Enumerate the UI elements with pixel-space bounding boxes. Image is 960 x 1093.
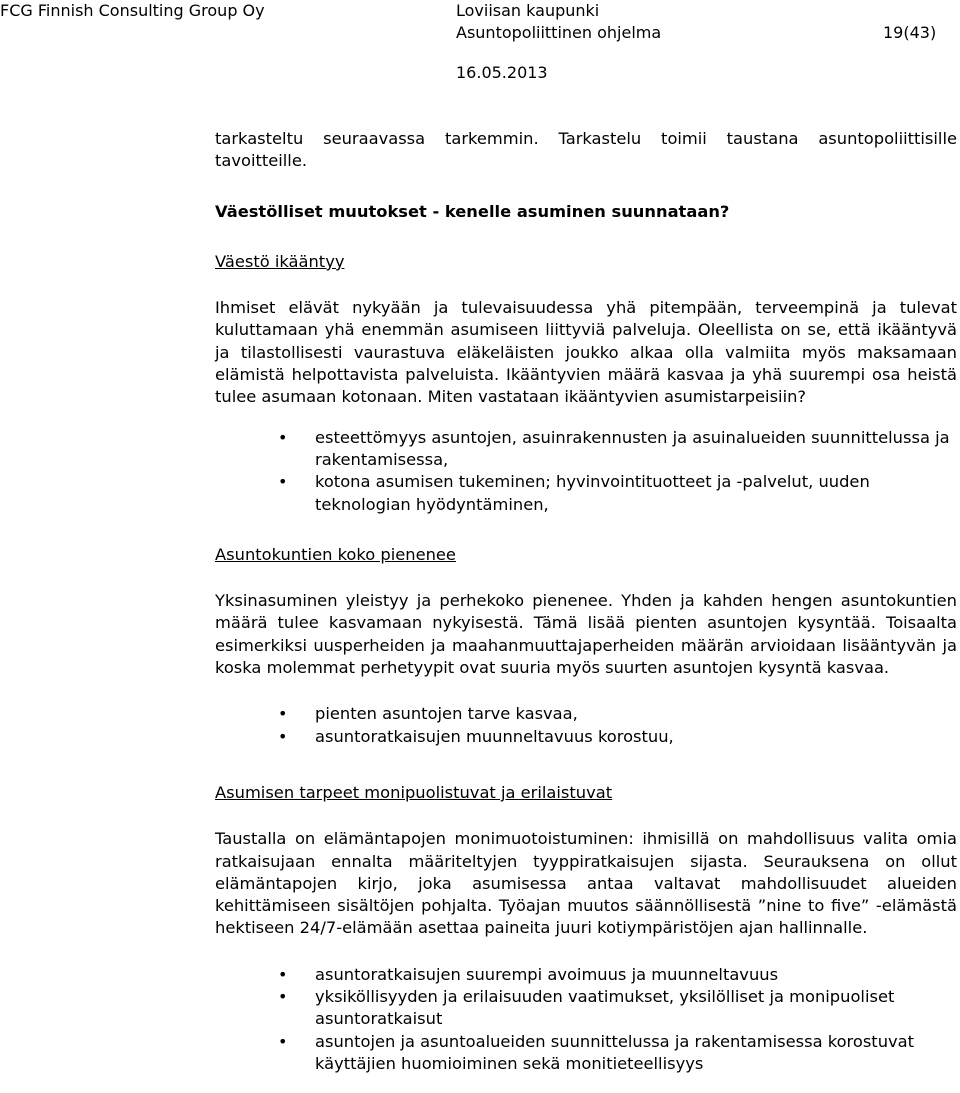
s2-bullet-list xyxy=(215,703,957,748)
header-client: Loviisan kaupunki xyxy=(456,1,600,20)
header-company: FCG Finnish Consulting Group Oy xyxy=(0,1,265,20)
s1-bullet-list xyxy=(215,427,957,516)
s1-heading xyxy=(215,251,957,273)
list-item: • yksiköllisyyden ja erilaisuuden vaatimukset, yksilölliset ja monipuoliset asuntoratkaisut xyxy=(215,986,957,1031)
s2-heading-text: Asuntokuntien koko pienenee xyxy=(215,544,456,564)
s3-heading-text: Asumisen tarpeet monipuolistuvat ja erilaistuvat xyxy=(215,782,613,802)
list-item: • pienten asuntojen tarve kasvaa, xyxy=(215,703,957,725)
s2-paragraph: Yksinasuminen yleistyy ja perhekoko pienenee. Yhden ja kahden hengen asuntokuntien määrä tulee kasvamaan nykyisestä. Tämä lisää pienten asuntojen kysyntää. Toisaalta esimerkiksi uusperheiden ja maahanmuuttajaperheiden määrän arvioidaan lisääntyvän ja koska molemmat perhetyypit ovat suuria myös suurten asuntojen kysyntä kasvaa. xyxy=(215,591,957,678)
list-item: • asuntojen ja asuntoalueiden suunnittelussa ja rakentamisessa korostuvat käyttäjien huomioiminen sekä monitieteellisyys xyxy=(215,1031,957,1076)
s2-heading xyxy=(215,544,957,566)
s1-paragraph: Ihmiset elävät nykyään ja tulevaisuudessa yhä pitempään, terveempinä ja tulevat kuluttamaan yhä enemmän asumiseen liittyviä palveluja. Oleellista on se, että ikääntyvä ja tilastollisesti vaurastuva eläkeläisten joukko alkaa olla valmiita myös maksamaan elämistä helpottavista palveluista. Ikääntyvien määrä kasvaa ja yhä suurempi osa heistä tulee asumaan kotonaan. Miten vastataan ikääntyvien asumistarpeisiin? xyxy=(215,298,957,407)
section-title: Väestölliset muutokset - kenelle asuminen suunnataan? xyxy=(215,201,730,221)
s3-paragraph: Taustalla on elämäntapojen monimuotoistuminen: ihmisillä on mahdollisuus valita omia ratkaisujaan ennalta määriteltyjen tyyppiratkaisujen sijasta. Seurauksena on ollut elämäntapojen kirjo, joka asumisessa antaa valtavat mahdollisuudet alueiden kehittämiseen sisältöjen pohjalta. Työajan muutos säännöllisestä ”nine to five” -elämästä hektiseen 24/7-elämään asettaa paineita juuri kotiympäristöjen ajan hallinnalle. xyxy=(215,829,957,938)
header-page-number: 19(43) xyxy=(883,23,937,42)
list-item: • asuntoratkaisujen suurempi avoimuus ja muunneltavuus xyxy=(215,964,957,986)
header-client-block xyxy=(456,0,661,44)
s1-heading-text: Väestö ikääntyy xyxy=(215,251,345,271)
header-doc-title: Asuntopoliittinen ohjelma xyxy=(456,23,662,42)
s3-heading xyxy=(215,782,957,804)
s3-bullet-list xyxy=(215,964,957,1075)
intro-paragraph: tarkasteltu seuraavassa tarkemmin. Tarkastelu toimii taustana asuntopoliittisille tavoitteille. xyxy=(215,129,957,171)
list-item: • asuntoratkaisujen muunneltavuus korostuu, xyxy=(215,726,957,748)
header-date: 16.05.2013 xyxy=(456,63,548,82)
document-body xyxy=(215,128,957,1075)
list-item: • esteettömyys asuntojen, asuinrakennusten ja asuinalueiden suunnittelussa ja rakentamisessa, xyxy=(215,427,957,472)
list-item: • kotona asumisen tukeminen; hyvinvointituotteet ja -palvelut, uuden teknologian hyödyntäminen, xyxy=(215,471,957,516)
